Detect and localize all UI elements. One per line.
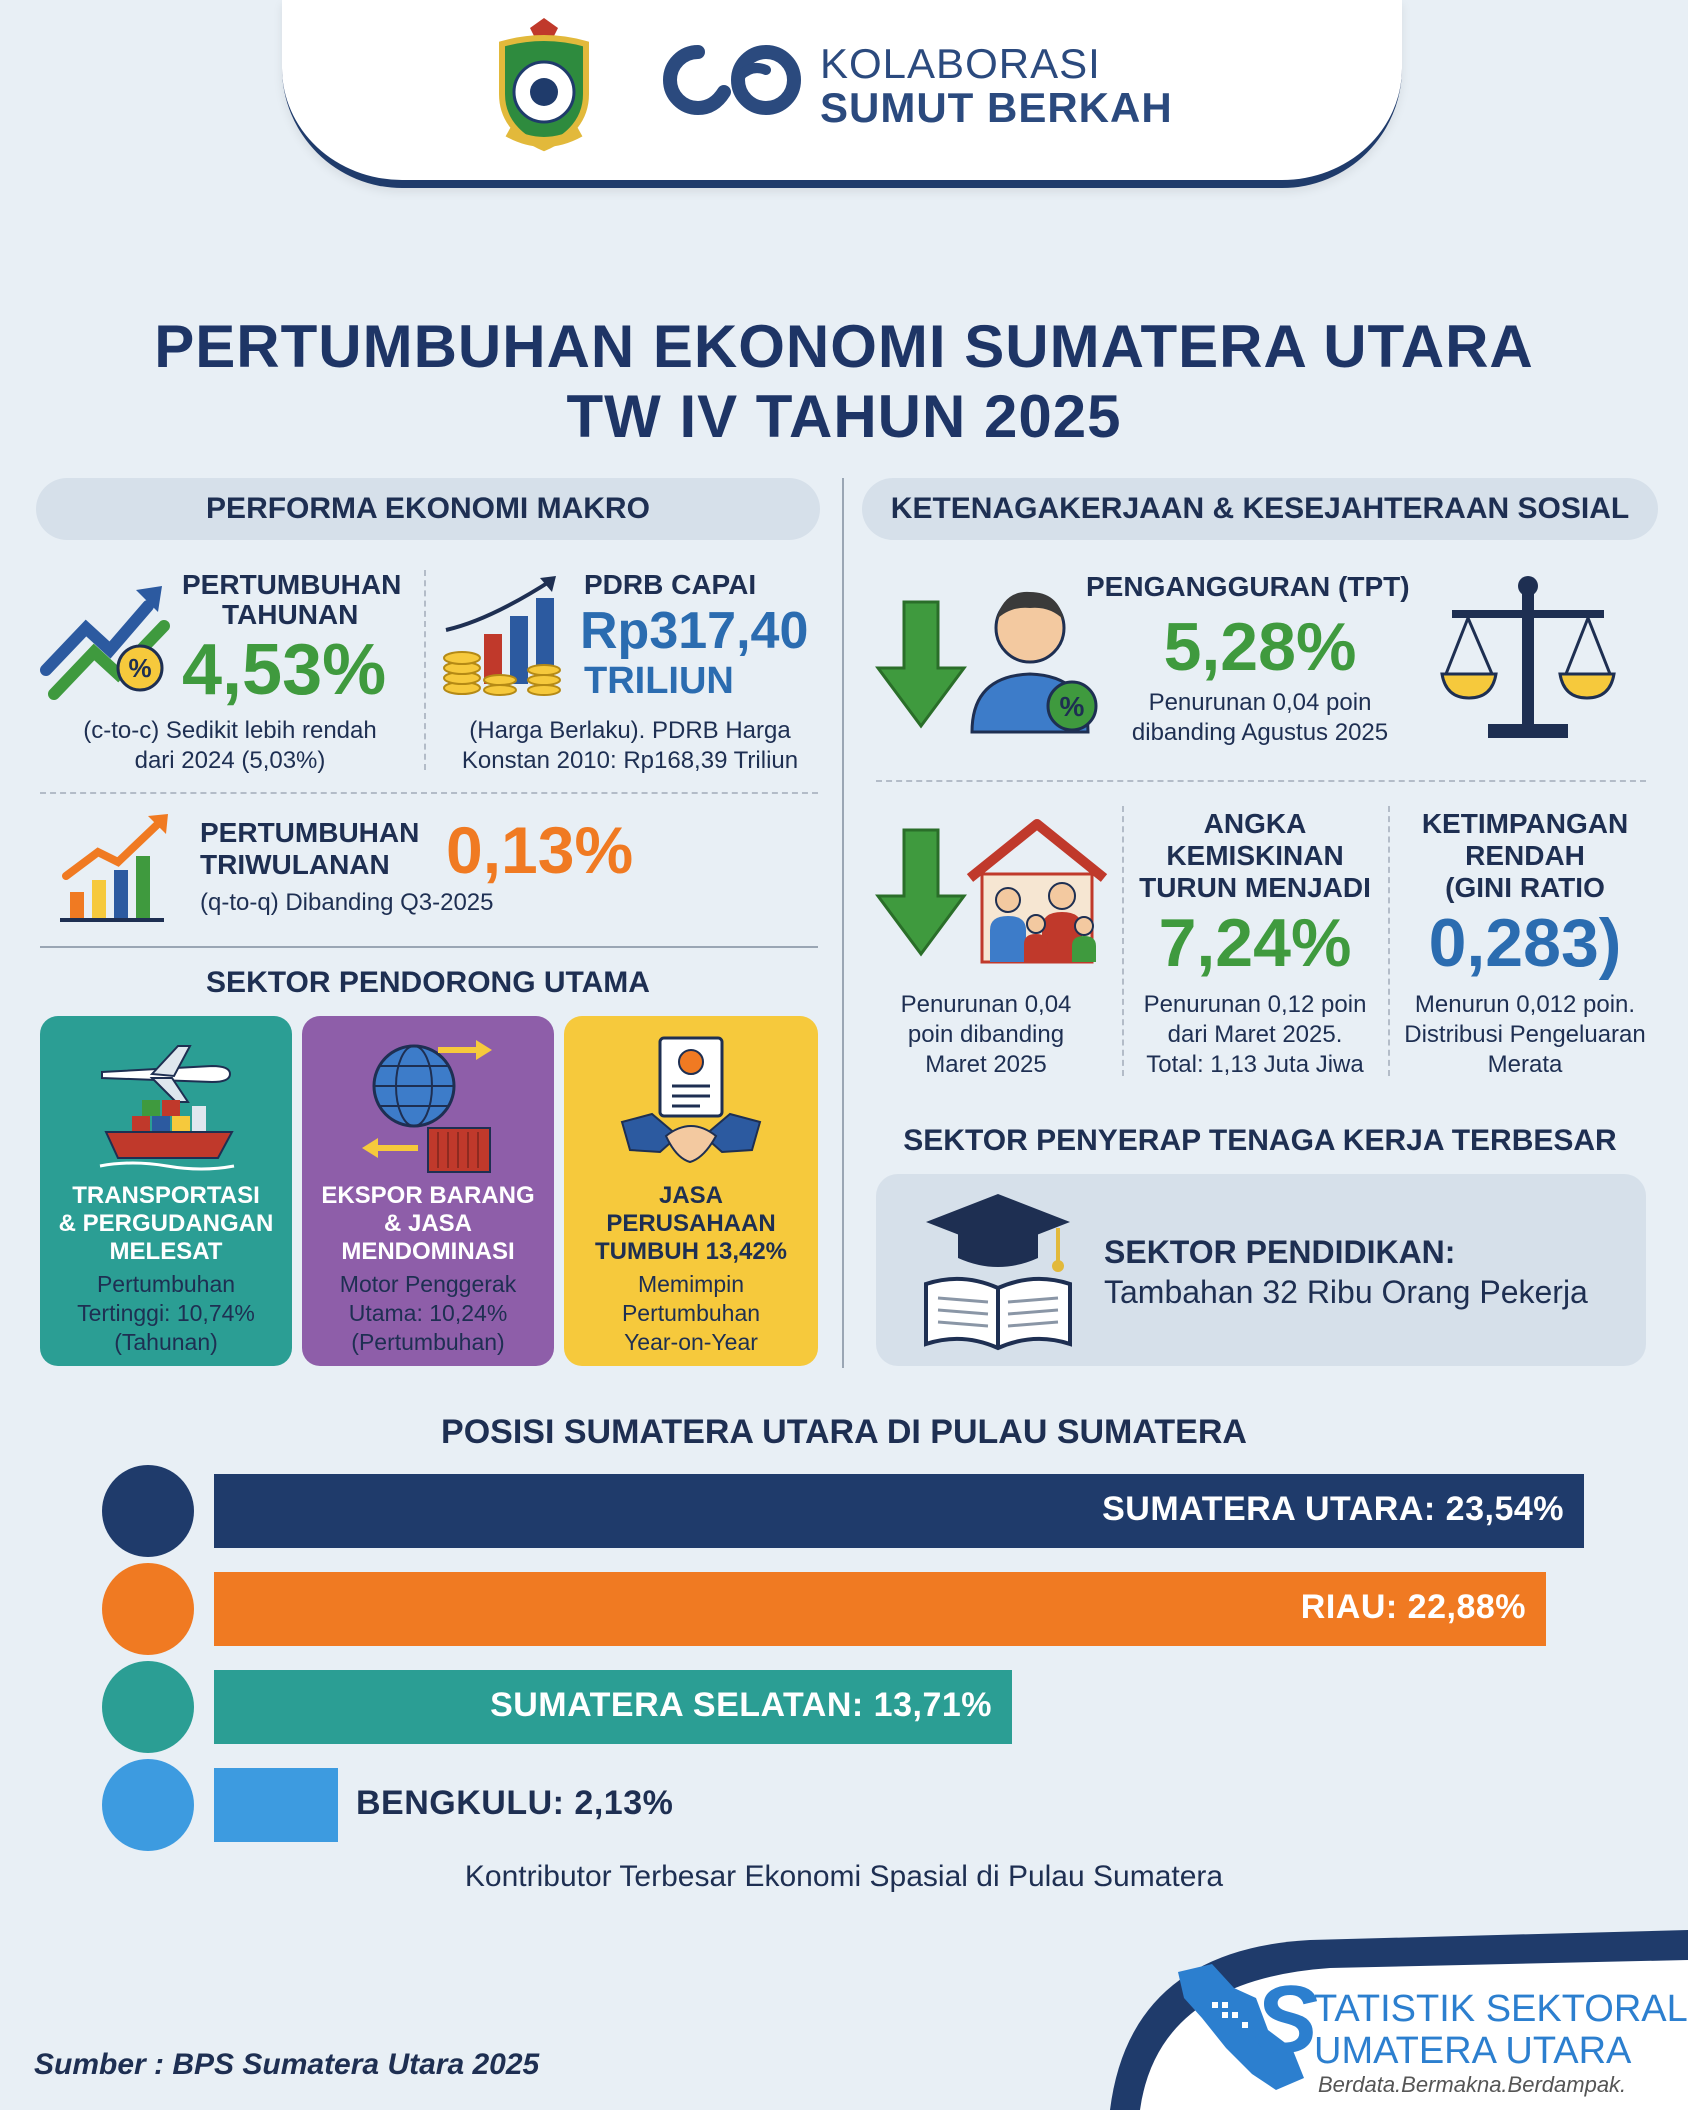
transport-title-1: TRANSPORTASI xyxy=(72,1182,260,1209)
position-bar-label-0: SUMATERA UTARA: 23,54% xyxy=(1102,1490,1564,1528)
position-marker-3 xyxy=(102,1759,194,1851)
collab-title-line1: KOLABORASI xyxy=(820,40,1101,87)
down-arrow-icon xyxy=(874,598,968,730)
poverty-note-1: Penurunan 0,12 poin xyxy=(1143,991,1367,1018)
poverty-label-2: KEMISKINAN xyxy=(1166,840,1344,871)
transport-body-1: Pertumbuhan xyxy=(96,1271,236,1297)
gini-value: 0,283) xyxy=(1428,905,1622,981)
footer-logo-line1: TATISTIK SEKTORAL xyxy=(1314,1988,1688,2030)
poverty-left-note-3: Maret 2025 xyxy=(925,1051,1047,1078)
province-crest-logo xyxy=(488,14,600,154)
divider xyxy=(424,570,426,770)
page-title-line1: PERTUMBUHAN EKONOMI SUMATERA UTARA xyxy=(154,313,1534,380)
svg-text:%: % xyxy=(128,653,152,683)
poverty-label-1: ANGKA xyxy=(1203,808,1307,839)
handshake-document-icon xyxy=(616,1032,766,1182)
poverty-label-3: TURUN MENJADI xyxy=(1139,872,1371,903)
annual-growth-label-1: PERTUMBUHAN xyxy=(182,569,402,600)
unemployment-label: PENGANGGURAN (TPT) xyxy=(1086,571,1410,602)
coins-chart-icon xyxy=(440,570,570,700)
macro-section-header: PERFORMA EKONOMI MAKRO xyxy=(36,478,820,540)
jasa-body-2: Pertumbuhan xyxy=(621,1300,761,1326)
family-house-icon xyxy=(964,816,1110,966)
footer-logo-line2: UMATERA UTARA xyxy=(1314,2030,1632,2072)
position-bar-label-3: BENGKULU: 2,13% xyxy=(356,1784,674,1822)
gini-label-3: (GINI RATIO xyxy=(1445,872,1605,903)
export-body-1: Motor Penggerak xyxy=(339,1271,517,1297)
export-title-1: EKSPOR BARANG xyxy=(321,1182,535,1209)
down-arrow-icon xyxy=(874,826,968,958)
position-caption: Kontributor Terbesar Ekonomi Spasial di Pulau Sumatera xyxy=(464,1860,1224,1893)
poverty-note-2: dari Maret 2025. xyxy=(1167,1021,1343,1048)
source-note: Sumber : BPS Sumatera Utara 2025 xyxy=(34,2048,540,2081)
jasa-body-1: Memimpin xyxy=(637,1271,745,1297)
collab-infinity-logo xyxy=(662,40,804,120)
gini-note-2: Distribusi Pengeluaran xyxy=(1404,1021,1646,1048)
social-section-header: KETENAGAKERJAAN & KESEJAHTERAAN SOSIAL xyxy=(862,478,1658,540)
position-bar-label-2: SUMATERA SELATAN: 13,71% xyxy=(490,1686,992,1724)
annual-growth-note-2: dari 2024 (5,03%) xyxy=(134,747,326,774)
globe-container-icon xyxy=(358,1032,498,1182)
divider xyxy=(40,792,818,794)
quarterly-label-2: TRIWULANAN xyxy=(200,849,390,880)
quarterly-label-1: PERTUMBUHAN xyxy=(200,817,420,848)
quarterly-note: (q-to-q) Dibanding Q3-2025 xyxy=(200,889,494,916)
sector-card-transport xyxy=(40,1016,292,1366)
position-marker-1 xyxy=(102,1563,194,1655)
unemployment-note-2: dibanding Agustus 2025 xyxy=(1131,719,1389,746)
gini-note-1: Menurun 0,012 poin. xyxy=(1414,991,1636,1018)
transport-title-3: MELESAT xyxy=(109,1238,223,1265)
export-title-3: MENDOMINASI xyxy=(341,1238,515,1265)
growth-arrows-icon xyxy=(40,570,180,700)
jasa-title-3: TUMBUH 13,42% xyxy=(594,1238,788,1265)
poverty-value: 7,24% xyxy=(1158,905,1352,981)
pdrb-note-1: (Harga Berlaku). PDRB Harga xyxy=(469,717,791,744)
svg-text:%: % xyxy=(1059,691,1085,722)
labor-section-title: SEKTOR PENYERAP TENAGA KERJA TERBESAR xyxy=(903,1124,1617,1157)
footer-logo-letter: S xyxy=(1254,1966,1319,2073)
jasa-title-1: JASA xyxy=(658,1182,724,1209)
graduation-book-icon xyxy=(918,1188,1078,1352)
plane-ship-icon xyxy=(92,1032,242,1182)
annual-growth-label-2: TAHUNAN xyxy=(222,599,359,630)
bar-growth-icon xyxy=(56,806,176,926)
poverty-left-note-2: poin dibanding xyxy=(907,1021,1065,1048)
poverty-left-note-1: Penurunan 0,04 xyxy=(900,991,1072,1018)
position-bar-3 xyxy=(214,1768,338,1842)
export-title-2: & JASA xyxy=(383,1210,473,1237)
quarterly-value: 0,13% xyxy=(446,813,634,887)
position-marker-2 xyxy=(102,1661,194,1753)
divider xyxy=(876,780,1646,782)
position-title: POSISI SUMATERA UTARA DI PULAU SUMATERA xyxy=(441,1413,1247,1451)
divider xyxy=(40,946,818,948)
poverty-note-3: Total: 1,13 Juta Jiwa xyxy=(1146,1051,1364,1078)
annual-growth-note-1: (c-to-c) Sedikit lebih rendah xyxy=(83,717,377,744)
unemployment-note-1: Penurunan 0,04 poin xyxy=(1148,689,1372,716)
jasa-body-3: Year-on-Year xyxy=(624,1329,758,1355)
page-title-line2: TW IV TAHUN 2025 xyxy=(566,383,1122,450)
sector-card-jasa xyxy=(564,1016,818,1366)
gini-label-2: RENDAH xyxy=(1465,840,1585,871)
transport-title-2: & PERGUDANGAN xyxy=(58,1210,274,1237)
education-label: SEKTOR PENDIDIKAN: xyxy=(1104,1234,1456,1270)
jasa-title-2: PERUSAHAAN xyxy=(606,1210,776,1237)
position-bar-label-1: RIAU: 22,88% xyxy=(1300,1588,1526,1626)
gini-label-1: KETIMPANGAN xyxy=(1421,808,1629,839)
column-divider xyxy=(842,478,844,1368)
pdrb-unit: TRILIUN xyxy=(584,660,734,702)
sectors-section-title: SEKTOR PENDORONG UTAMA xyxy=(206,966,650,999)
unemployment-value: 5,28% xyxy=(1163,609,1357,685)
pdrb-value: Rp317,40 xyxy=(580,602,809,660)
sector-card-export xyxy=(302,1016,554,1366)
worker-percent-icon xyxy=(964,580,1108,736)
transport-body-2: Tertinggi: 10,74% xyxy=(77,1300,255,1326)
export-body-2: Utama: 10,24% xyxy=(348,1300,508,1326)
transport-body-3: (Tahunan) xyxy=(114,1329,218,1355)
annual-growth-value: 4,53% xyxy=(182,630,387,710)
position-marker-0 xyxy=(102,1465,194,1557)
pdrb-note-2: Konstan 2010: Rp168,39 Triliun xyxy=(461,747,799,774)
footer-tagline: Berdata.Bermakna.Berdampak. xyxy=(1318,2072,1627,2097)
gini-note-3: Merata xyxy=(1487,1051,1563,1078)
balance-scale-icon xyxy=(1438,574,1618,744)
education-note: Tambahan 32 Ribu Orang Pekerja xyxy=(1104,1274,1588,1310)
collab-title-line2: SUMUT BERKAH xyxy=(820,84,1173,131)
export-body-3: (Pertumbuhan) xyxy=(351,1329,505,1355)
pdrb-label: PDRB CAPAI xyxy=(584,569,757,600)
